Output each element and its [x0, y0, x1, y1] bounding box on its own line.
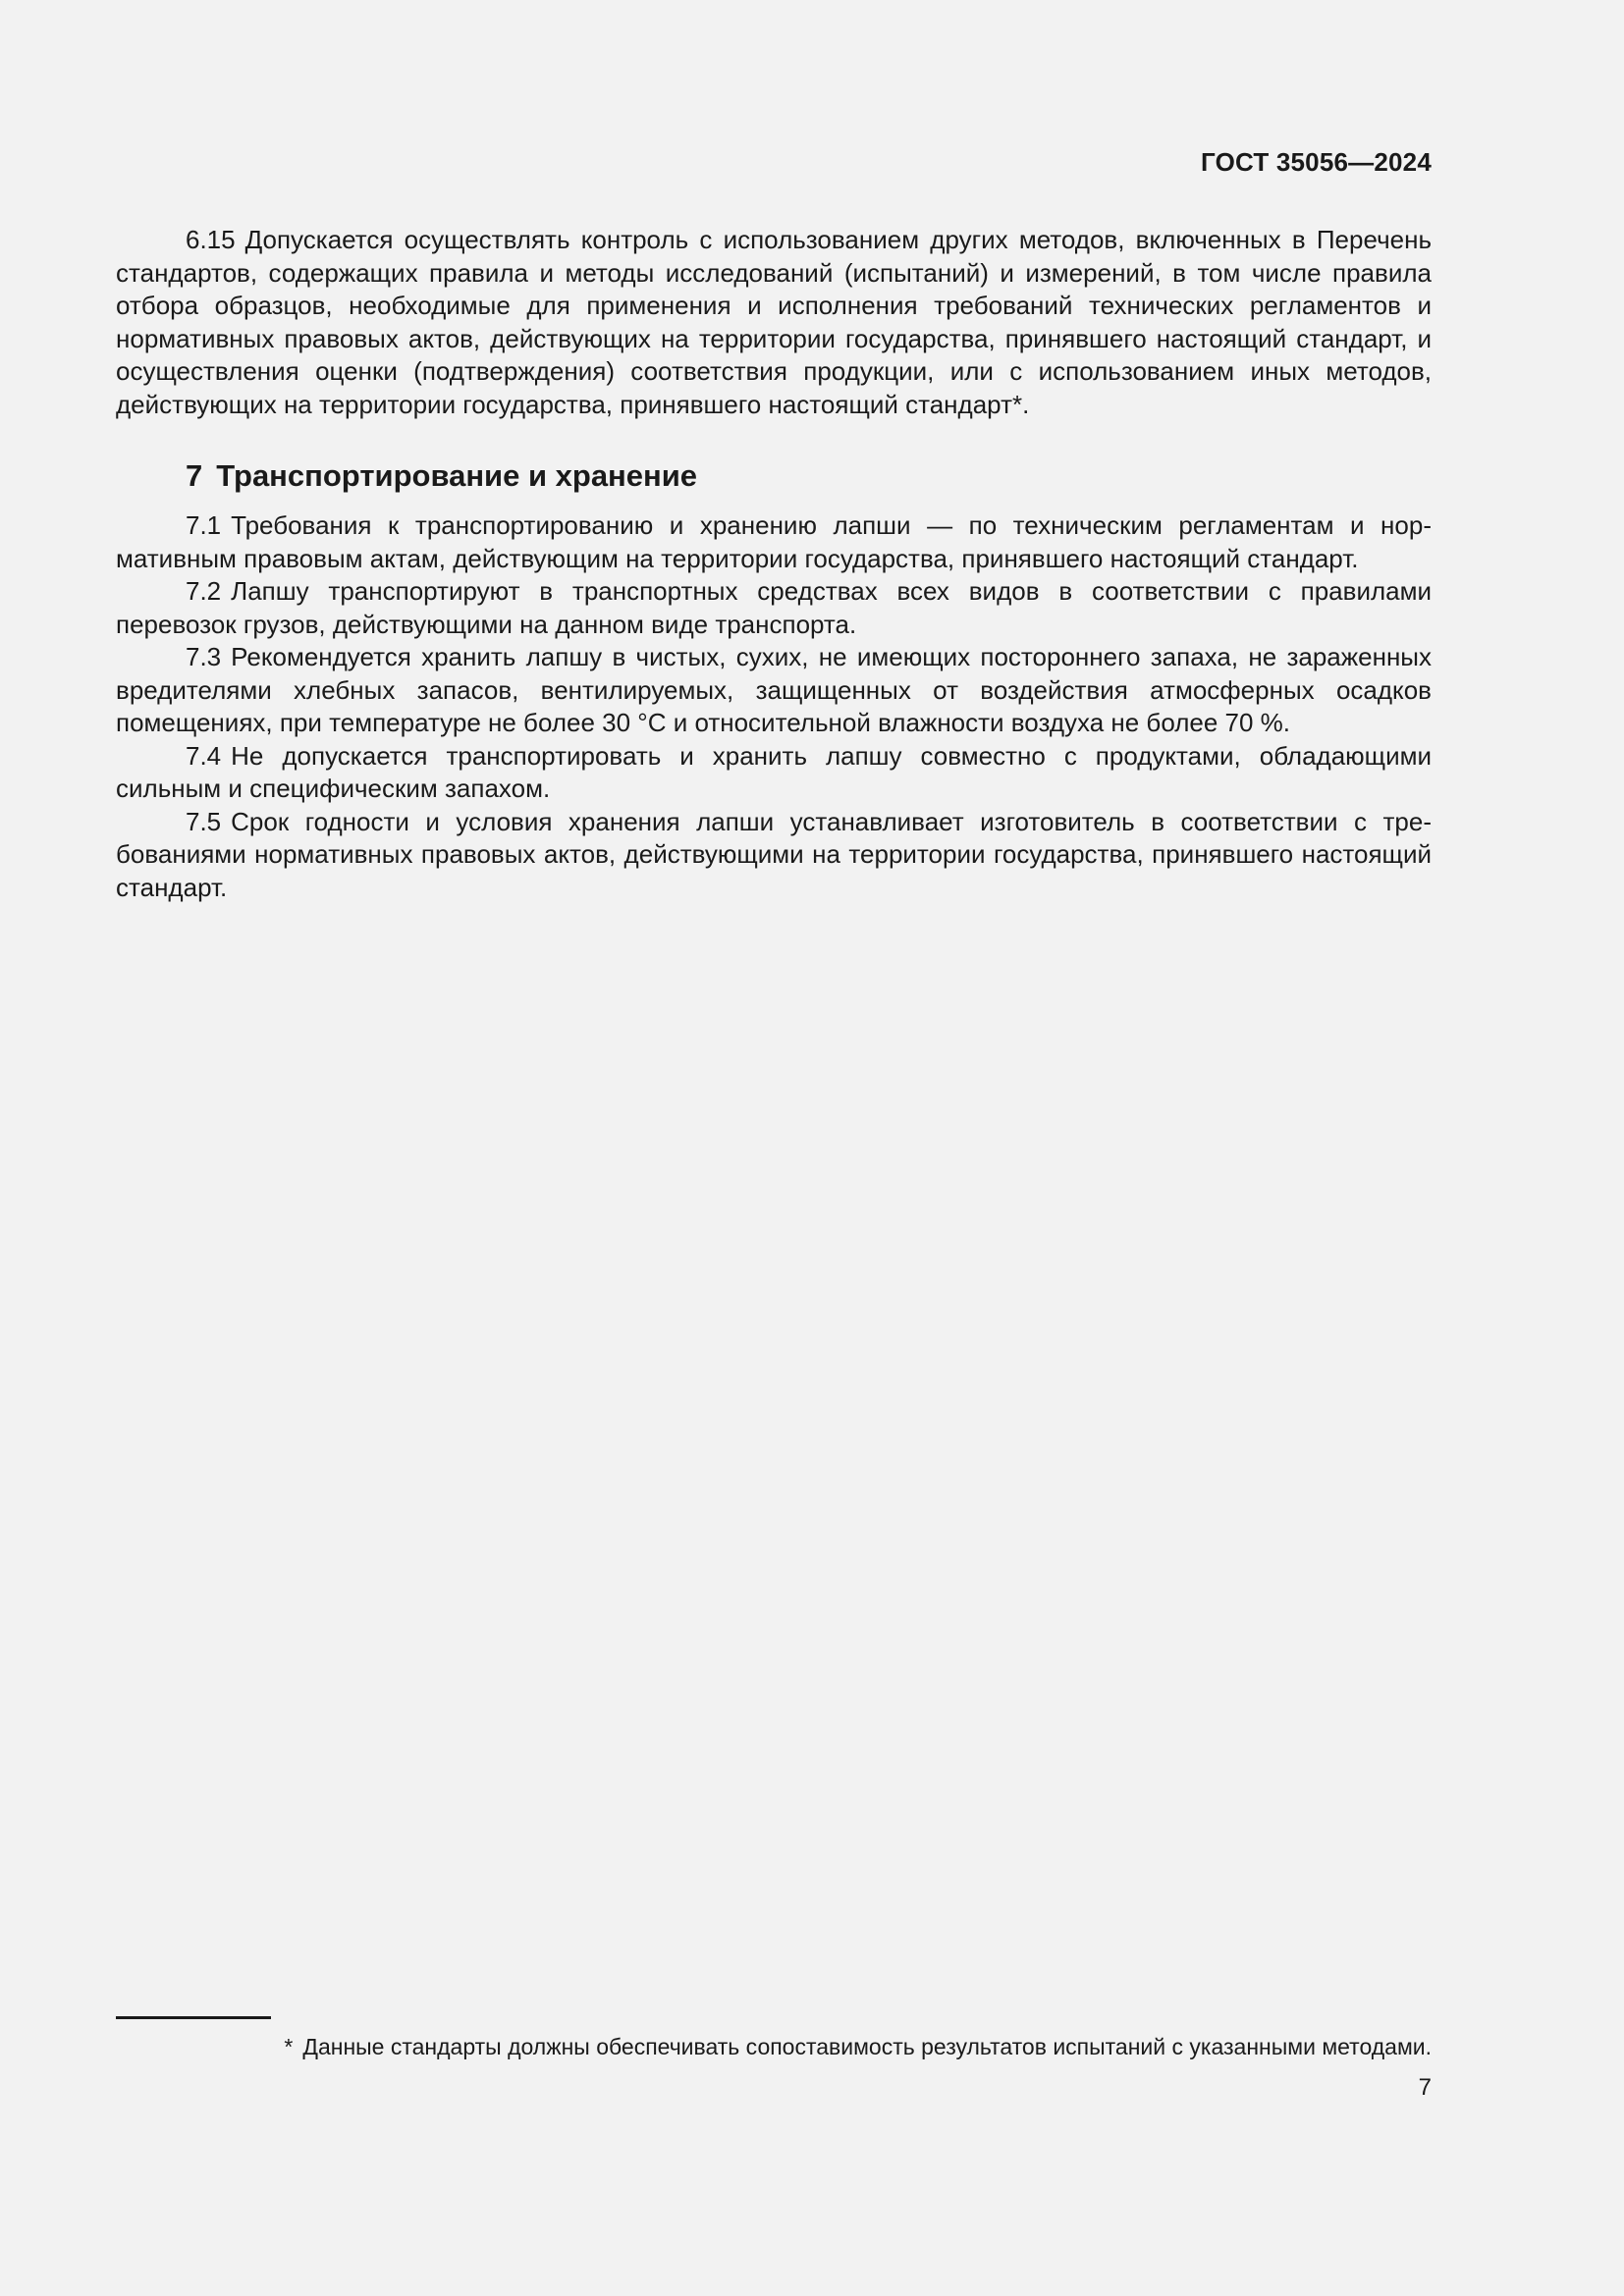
- paragraph-7-4: [116, 740, 1432, 806]
- paragraph-text: Рекомендуется хранить лапшу в чистых, сухих, не имеющих постороннего запаха, не зараженных вредителями хлебных запасов, вентилируемых, защищенных от воздействия атмосферных осадков помещениях, при температуре не более 30 °С и относительной влажности воздуха не более 70 %.: [116, 642, 1432, 737]
- paragraph-number: 7.2: [186, 576, 222, 606]
- paragraph-text: Срок годности и условия хранения лапши устанавливает изготовитель в соответствии с требованиями нормативных правовых актов, действующими на территории государства, принявшего настоящий стандарт.: [116, 806, 1432, 902]
- paragraph-text: Допускается осуществлять контроль с использованием других методов, включенных в Перечень стандартов, содержащих правила и методы исследований (испытаний) и измерений, в том числе правила отбора образцов, необходимые для применения и исполнения требований технических регламентов и нормативных правовых актов, действующих на территории государства, принявшего настоящий стандарт, и осуществления оценки (подтверждения) соответствия продукции, или с использованием иных методов, действующих на территории государства, принявшего настоящий стандарт*.: [116, 225, 1432, 419]
- footnote: [186, 2032, 1432, 2061]
- footnote-marker: *: [284, 2034, 294, 2059]
- paragraph-number: 7.1: [186, 510, 222, 540]
- footnote-text: Данные стандарты должны обеспечивать сопоставимость результатов испытаний с указанными методами.: [302, 2034, 1432, 2059]
- paragraph-7-3: [116, 641, 1432, 740]
- paragraph-number: 7.5: [186, 806, 222, 836]
- section-7-heading: [116, 456, 1432, 496]
- section-title: Транспортирование и хранение: [216, 458, 698, 493]
- footnote-divider: [116, 2016, 271, 2019]
- document-page: [116, 0, 1432, 2296]
- standard-code-header: ГОСТ 35056—2024: [1201, 147, 1432, 177]
- paragraph-text: Не допускается транспортировать и хранить лапшу совместно с продуктами, обладающими сильным и специфическим запахом.: [116, 740, 1432, 803]
- paragraph-7-1: [116, 509, 1432, 575]
- paragraph-text: Требования к транспортированию и хранению лапши — по техническим регламентам и нормативным правовым актам, действующим на территории государства, принявшего настоящий стандарт.: [116, 510, 1432, 573]
- paragraph-number: 6.15: [186, 225, 236, 254]
- paragraph-7-2: [116, 575, 1432, 641]
- paragraph-number: 7.3: [186, 642, 222, 671]
- paragraph-text: Лапшу транспортируют в транспортных средствах всех видов в соответствии с правилами перевозок грузов, действующими на данном виде транспорта.: [116, 576, 1432, 639]
- section-number: 7: [186, 458, 203, 493]
- page-number: 7: [1418, 2074, 1432, 2101]
- paragraph-7-5: [116, 806, 1432, 905]
- document-body: [116, 224, 1432, 904]
- paragraph-number: 7.4: [186, 740, 222, 771]
- paragraph-6-15: [116, 224, 1432, 421]
